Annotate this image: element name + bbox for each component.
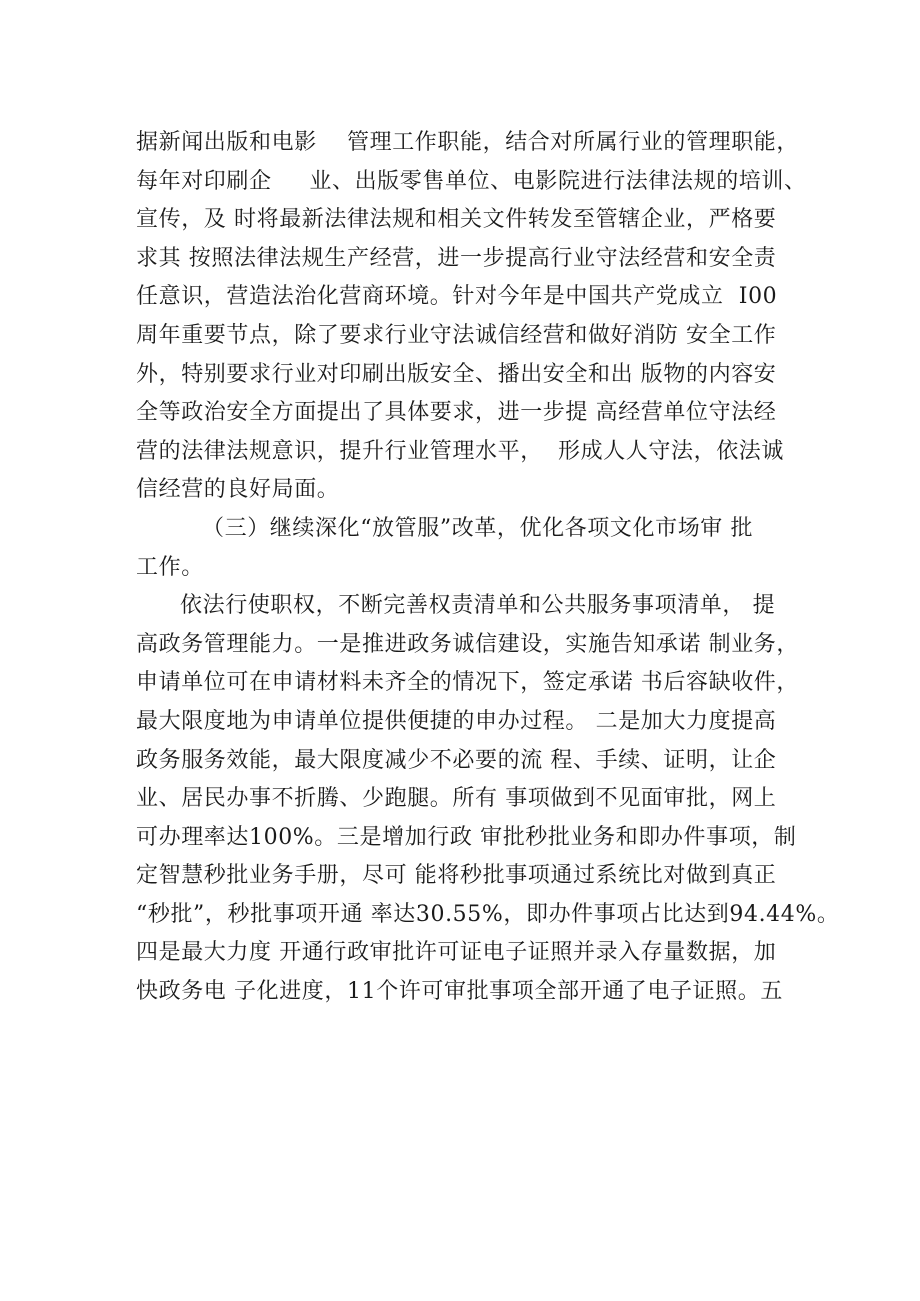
paragraph-2-line: 定智慧秒批业务手册，尽可 能将秒批事项通过系统比对做到真正 [136,863,777,889]
paragraph-2-line: 业、居民办事不折腾、少跑腿。所有 事项做到不见面审批，网上 [136,786,777,812]
paragraph-1-line: 营的法律法规意识，提升行业管理水平， 形成人人守法，依法诚 [136,438,784,464]
paragraph-2-line: “秒批”，秒批事项开通 率达30.55%，即办件事项占比达到94.44%。 [136,901,840,927]
paragraph-1-line: 周年重要节点，除了要求行业守法诚信经营和做好消防 安全工作 [136,322,777,348]
paragraph-1-line: 每年对印刷企 业、出版零售单位、电影院进行法律法规的培训、 [136,168,807,194]
paragraph-1-line: 外，特别要求行业对印刷出版安全、播出安全和出 版物的内容安 [136,361,777,387]
paragraph-1-line: 信经营的良好局面。 [136,477,340,503]
paragraph-2-line: 四是最大力度 开通行政审批许可证电子证照并录入存量数据，加 [136,940,777,966]
paragraph-2-line: 申请单位可在申请材料未齐全的情况下，签定承诺 书后容缺收件， [136,670,799,696]
paragraph-2-line: 最大限度地为申请单位提供便捷的申办过程。 二是加大力度提高 [136,708,777,734]
paragraph-2-line: 可办理率达100%。三是增加行政 审批秒批业务和即办件事项，制 [136,824,797,850]
paragraph-1-line: 全等政治安全方面提出了具体要求，进一步提 高经营单位守法经 [136,400,777,426]
paragraph-2-line: 政务服务效能，最大限度减少不必要的流 程、手续、证明，让企 [136,747,777,773]
paragraph-1-line: 求其 按照法律法规生产经营，进一步提高行业守法经营和安全责 [136,245,777,271]
section-heading: （三）继续深化“放管服”改革，优化各项文化市场审 批 [202,515,754,541]
document-body [136,124,840,1012]
paragraph-2-line: 高政务管理能力。一是推进政务诚信建设，实施告知承诺 制业务， [136,631,799,657]
paragraph-2-line: 快政务电 子化进度，11个许可审批事项全部开通了电子证照。五 [136,979,783,1005]
section-heading: 工作。 [136,554,204,580]
paragraph-2-line: 依法行使职权，不断完善权责清单和公共服务事项清单， 提 [180,593,776,619]
paragraph-1-line: 任意识，营造法治化营商环境。针对今年是中国共产党成立 I00 [136,284,778,310]
paragraph-1-line: 据新闻出版和电影 管理工作职能，结合对所属行业的管理职能， [136,130,799,155]
paragraph-1-line: 宣传，及 时将最新法律法规和相关文件转发至管辖企业，严格要 [136,207,777,233]
